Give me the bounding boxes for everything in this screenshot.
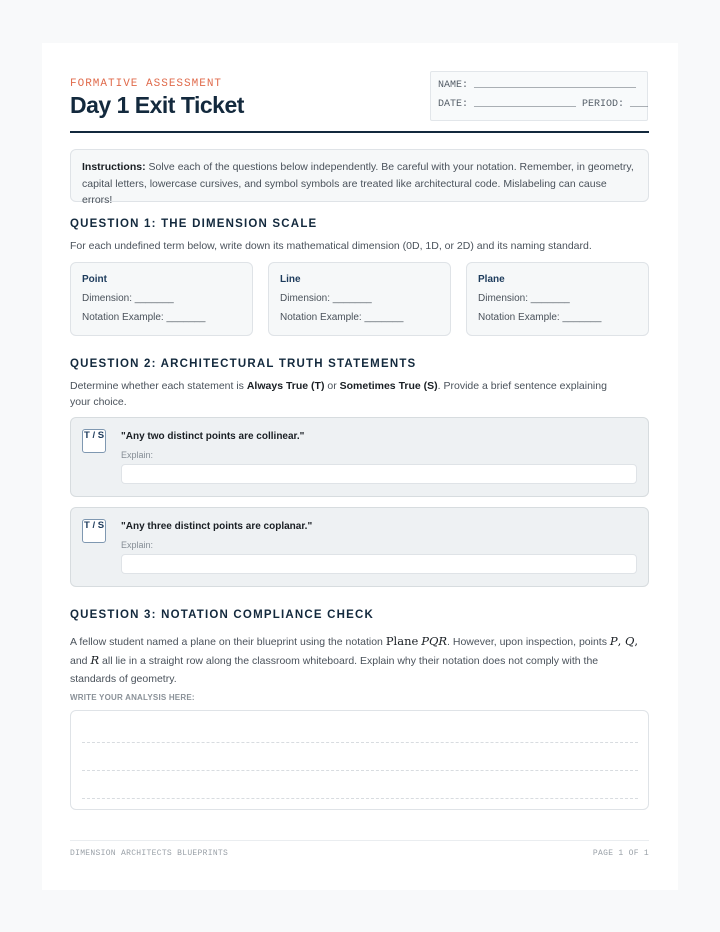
prompt-text: . However, upon inspection, points <box>447 636 610 648</box>
true-sometimes-box[interactable]: T / S <box>82 519 106 543</box>
math-p: P <box>609 634 618 648</box>
writing-guide-line <box>82 798 638 799</box>
question-3-prompt <box>70 632 640 688</box>
analysis-writing-area[interactable] <box>70 710 649 810</box>
term-name: Plane <box>478 274 505 285</box>
question-2-prompt <box>70 378 630 410</box>
prompt-text: all lie in a straight row along the classroom whiteboard. Explain why their notation does not comply with the standards of geometry. <box>70 655 599 685</box>
write-analysis-label: WRITE YOUR ANALYSIS HERE: <box>70 693 195 702</box>
question-1-prompt: For each undefined term below, write down its mathematical dimension (0D, 1D, or 2D) and its naming standard. <box>70 240 592 252</box>
question-2-heading: QUESTION 2: ARCHITECTURAL TRUTH STATEMENTS <box>70 358 417 370</box>
writing-guide-line <box>82 742 638 743</box>
instructions-label: Instructions: <box>82 161 146 173</box>
prompt-text: . Provide a brief sentence explaining your choice. <box>70 380 607 408</box>
prompt-text: Determine whether each statement is <box>70 380 247 392</box>
explain-input[interactable] <box>121 464 637 484</box>
term-notation-blank[interactable]: Notation Example: _______ <box>478 312 602 323</box>
statement-card-1 <box>70 417 649 497</box>
header-divider <box>70 131 649 133</box>
term-notation-blank[interactable]: Notation Example: _______ <box>280 312 404 323</box>
student-info-box <box>430 71 648 121</box>
prompt-text: or <box>324 380 340 392</box>
math-r: R <box>90 653 100 667</box>
question-1-heading: QUESTION 1: THE DIMENSION SCALE <box>70 218 318 230</box>
term-dimension-blank[interactable]: Dimension: _______ <box>280 293 372 304</box>
footer-brand: DIMENSION ARCHITECTS BLUEPRINTS <box>70 849 229 858</box>
date-period-field[interactable]: DATE: _________________ PERIOD: ___ <box>438 99 649 110</box>
term-card-line <box>268 262 451 336</box>
true-sometimes-box[interactable]: T / S <box>82 429 106 453</box>
sometimes-true-term: Sometimes True (S) <box>339 380 438 392</box>
statement-card-2 <box>70 507 649 587</box>
math-comma: , <box>617 634 625 648</box>
term-dimension-blank[interactable]: Dimension: _______ <box>478 293 570 304</box>
footer-divider <box>70 840 649 841</box>
worksheet-page <box>42 43 678 890</box>
page-title: Day 1 Exit Ticket <box>70 92 244 118</box>
instructions-text: Solve each of the questions below independently. Be careful with your notation. Remember, in geometry, capital letters, lowercase cursives, and symbol symbols are treated like architectural code. Mislabeling can cause errors! <box>82 161 634 206</box>
explain-label: Explain: <box>121 540 154 550</box>
question-3-heading: QUESTION 3: NOTATION COMPLIANCE CHECK <box>70 609 375 621</box>
math-plane-word: Plane <box>385 634 419 648</box>
math-pqr: PQR <box>421 634 448 648</box>
writing-guide-line <box>82 770 638 771</box>
prompt-text: A fellow student named a plane on their blueprint using the notation <box>70 636 386 648</box>
instructions-box <box>70 149 649 206</box>
statement-text: "Any two distinct points are collinear." <box>121 431 305 442</box>
assessment-kicker: FORMATIVE ASSESSMENT <box>70 78 223 90</box>
page-number: PAGE 1 OF 1 <box>592 849 649 858</box>
term-name: Point <box>82 274 107 285</box>
prompt-text: and <box>70 655 91 667</box>
math-comma: , <box>634 634 639 648</box>
term-card-point <box>70 262 253 336</box>
explain-input[interactable] <box>121 554 637 574</box>
always-true-term: Always True (T) <box>246 380 325 392</box>
statement-text: "Any three distinct points are coplanar." <box>121 521 313 532</box>
term-notation-blank[interactable]: Notation Example: _______ <box>82 312 206 323</box>
name-field[interactable]: NAME: ___________________________ <box>438 80 637 91</box>
term-name: Line <box>280 274 301 285</box>
term-dimension-blank[interactable]: Dimension: _______ <box>82 293 174 304</box>
math-q: Q <box>624 634 635 648</box>
term-card-plane <box>466 262 649 336</box>
explain-label: Explain: <box>121 450 154 460</box>
